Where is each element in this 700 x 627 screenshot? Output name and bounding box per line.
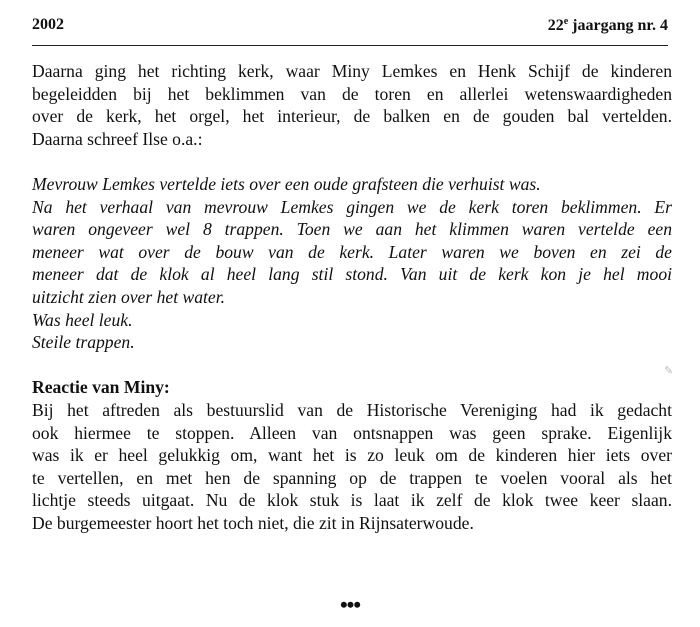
end-separator: ••• xyxy=(339,592,361,617)
article-body xyxy=(32,60,672,534)
quote-line: Steile trappen. xyxy=(32,332,135,353)
scan-mark-icon: ✎ xyxy=(664,365,674,377)
intro-line: Daarna ging het richting kerk, waar Miny Lemkes en Henk Schijf de kinderen xyxy=(32,61,672,81)
paragraph-gap xyxy=(32,354,672,377)
quote-line: uitzicht zien over het water. xyxy=(32,286,226,307)
intro-line: begeleidden bij het beklimmen van de toren en allerlei wetenswaardigheden xyxy=(32,83,672,104)
quote-line: meneer dat de klok al heel lang stil stond. Van uit de kerk kon je hel mooi xyxy=(32,264,672,285)
reaction-heading: Reactie van Miny: xyxy=(32,377,170,398)
reaction-line: was ik er heel gelukkig om, want het is zo leuk om de kinderen hier iets over xyxy=(32,445,672,466)
header-year: 2002 xyxy=(32,16,64,33)
quote-line: Was heel leuk. xyxy=(32,309,133,330)
paragraph-gap xyxy=(32,150,672,173)
quote-line: waren ongeveer wel 8 trappen. Toen we aan het klimmen waren vertelde een xyxy=(32,219,672,240)
issue-number: 22 xyxy=(547,17,564,34)
quote-line: meneer wat over de bouw van de kerk. Later waren we boven en zei de xyxy=(32,241,672,262)
quote-line: Na het verhaal van mevrouw Lemkes gingen we de kerk toren beklimmen. Er xyxy=(32,196,672,217)
reaction-line: lichtje steeds uitgaat. Nu de klok stuk is laat ik zelf de klok twee keer slaan. xyxy=(32,490,672,511)
issue-label: jaargang nr. 4 xyxy=(568,17,668,34)
reaction-line: De burgemeester hoort het toch niet, die zit in Rijnsaterwoude. xyxy=(32,512,474,533)
intro-line: over de kerk, het orgel, het interieur, de balken en de gouden bal vertelden. xyxy=(32,106,672,127)
issue-superscript: e xyxy=(563,16,569,27)
reaction-line: Bij het aftreden als bestuurslid van de Historische Vereniging had ik gedacht xyxy=(32,399,672,420)
header-issue xyxy=(548,16,668,35)
intro-line: Daarna schreef Ilse o.a.: xyxy=(32,128,203,149)
reaction-line: te vertellen, en met hen de spanning op de trappen te voelen vooral als het xyxy=(32,467,672,488)
reaction-line: ook hiermee te stoppen. Alleen van ontsnappen was geen sprake. Eigenlijk xyxy=(32,422,672,443)
page-header xyxy=(32,16,668,38)
quote-line: Mevrouw Lemkes vertelde iets over een oude grafsteen die verhuist was. xyxy=(32,173,541,194)
header-rule xyxy=(32,45,668,46)
